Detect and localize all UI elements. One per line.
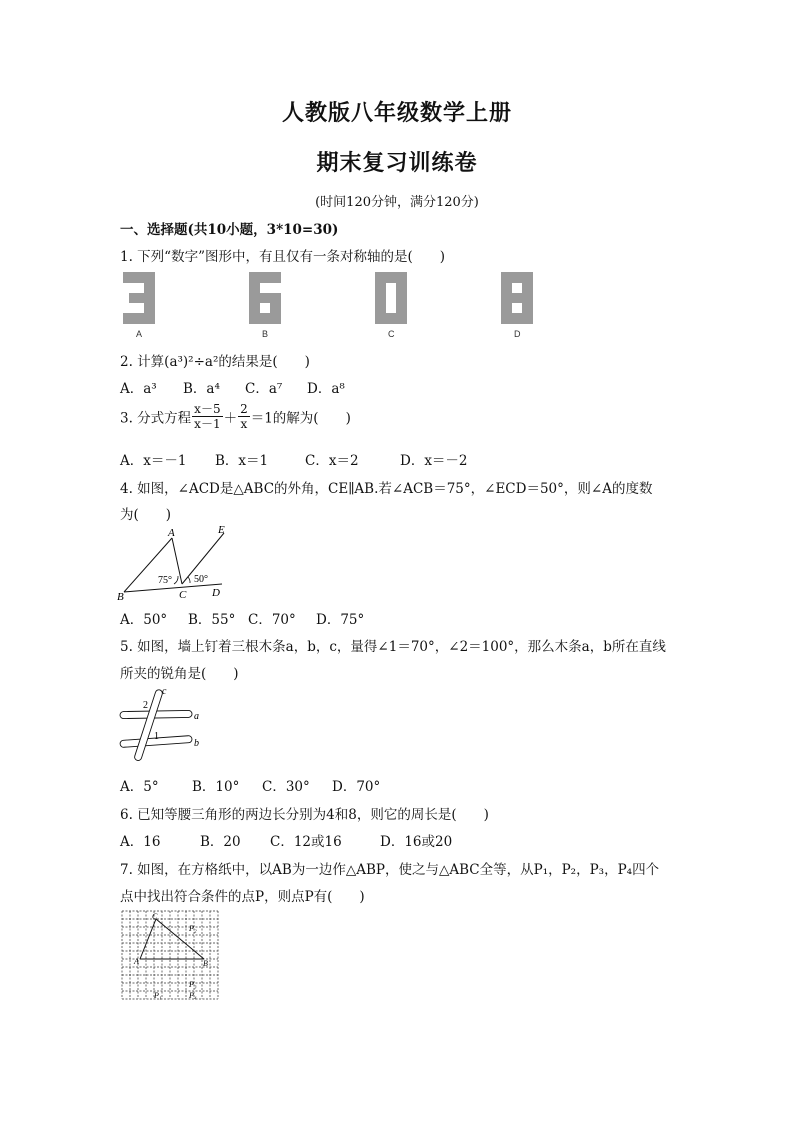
q4-label-d: D	[212, 587, 220, 599]
q4-label-c: C	[179, 589, 187, 601]
q1-label-c: C	[388, 329, 395, 339]
doc-title: 人教版八年级数学上册	[281, 100, 512, 126]
doc-subtitle: 期末复习训练卷	[316, 150, 478, 176]
q2-option-a: A．a³	[120, 381, 157, 397]
q3-fraction-2	[238, 402, 250, 431]
q5-line-1: 5. 如图，墙上钉着三根木条a，b，c，量得∠1＝70°，∠2＝100°，那么木条a，b所在直线	[120, 639, 666, 655]
q7-label-b: B	[203, 959, 208, 968]
q3-f2-denominator: x	[240, 417, 248, 431]
q6-option-c: C．12或16	[270, 834, 342, 850]
q7-grid-figure	[118, 909, 228, 1005]
q3-plus: ＋	[223, 410, 238, 427]
q5-option-d: D．70°	[332, 779, 381, 795]
q4-triangle-figure	[116, 524, 236, 604]
q5-sticks-figure	[116, 684, 216, 766]
q1-label-d: D	[514, 329, 521, 339]
q1-stem: 1. 下列“数字”图形中，有且仅有一条对称轴的是( )	[120, 249, 446, 265]
q3-f2-numerator: 2	[240, 402, 248, 416]
q6-option-b: B．20	[200, 834, 241, 850]
q4-option-d: D．75°	[316, 612, 365, 628]
q5-options	[120, 775, 380, 795]
q5-label-b: b	[194, 738, 199, 749]
q7-label-c: C	[152, 912, 158, 921]
q4-line-2: 为( )	[120, 507, 172, 523]
q3-stem	[120, 402, 351, 431]
q6-option-d: D．16或20	[380, 834, 453, 850]
section-heading: 一、选择题(共10小题，3*10=30)	[120, 222, 339, 238]
q7-label-p1: P₁	[154, 991, 162, 1000]
q7-label-p3: P₃	[189, 980, 197, 989]
q4-label-e: E	[218, 524, 225, 536]
q2-option-c: C．a⁷	[245, 381, 283, 397]
digit-6-shape	[249, 272, 281, 324]
q4-label-b: B	[117, 591, 124, 603]
q5-label-a: a	[194, 711, 199, 722]
digit-0-shape	[375, 272, 407, 324]
q4-option-a: A．50°	[120, 612, 168, 628]
q5-option-a: A．5°	[120, 779, 159, 795]
digit-8-shape	[501, 272, 533, 324]
q3-fraction-1	[192, 402, 222, 431]
q3-option-c: C．x＝2	[305, 453, 359, 469]
q6-options	[120, 830, 452, 850]
q2-options	[120, 377, 345, 397]
q1-figure	[120, 272, 560, 342]
q7-line-1: 7. 如图，在方格纸中，以AB为一边作△ABP，使之与△ABC全等，从P₁，P₂，P₃，P₄四个	[120, 862, 660, 878]
q2-option-d: D．a⁸	[307, 381, 345, 397]
q3-f1-denominator: x－1	[194, 417, 221, 431]
q3-option-d: D．x＝－2	[400, 453, 468, 469]
q2-stem: 2. 计算(a³)²÷a²的结果是( )	[120, 354, 310, 370]
q5-label-2: 2	[143, 700, 148, 711]
q4-option-b: B．55°	[188, 612, 236, 628]
q3-option-a: A．x＝－1	[120, 453, 187, 469]
q5-option-c: C．30°	[262, 779, 310, 795]
q7-label-a: A	[134, 957, 139, 966]
q5-label-c: c	[162, 686, 167, 697]
q1-label-b: B	[262, 329, 269, 339]
q5-label-1: 1	[154, 731, 159, 742]
q3-options	[120, 449, 468, 469]
q1-label-a: A	[136, 329, 143, 339]
q4-angle-75: 75°	[158, 575, 172, 586]
q3-suffix: ＝1的解为( )	[250, 410, 351, 427]
grid-lines	[122, 911, 218, 999]
q5-option-b: B．10°	[192, 779, 240, 795]
exam-info: (时间120分钟，满分120分)	[315, 195, 479, 210]
q3-option-b: B．x＝1	[215, 453, 269, 469]
q7-label-p2: P₂	[189, 924, 197, 933]
q4-line-1: 4. 如图，∠ACD是△ABC的外角，CE∥AB.若∠ACB＝75°，∠ECD＝50°，则∠A的度数	[120, 481, 653, 497]
q4-angle-50: 50°	[194, 574, 208, 585]
q6-stem: 6. 已知等腰三角形的两边长分别为4和8，则它的周长是( )	[120, 807, 489, 823]
q5-line-2: 所夹的锐角是( )	[120, 666, 239, 682]
q6-option-a: A．16	[120, 834, 161, 850]
q4-options	[120, 608, 364, 628]
q7-label-p4: P₄	[189, 991, 197, 1000]
q3-prefix: 3. 分式方程	[120, 410, 192, 427]
q7-line-2: 点中找出符合条件的点P，则点P有( )	[120, 889, 365, 905]
q3-f1-numerator: x－5	[194, 402, 221, 416]
q4-option-c: C．70°	[248, 612, 296, 628]
stick-c	[134, 689, 164, 762]
q2-option-b: B．a⁴	[183, 381, 220, 397]
digit-3-shape	[123, 272, 155, 324]
q4-label-a: A	[168, 527, 175, 539]
